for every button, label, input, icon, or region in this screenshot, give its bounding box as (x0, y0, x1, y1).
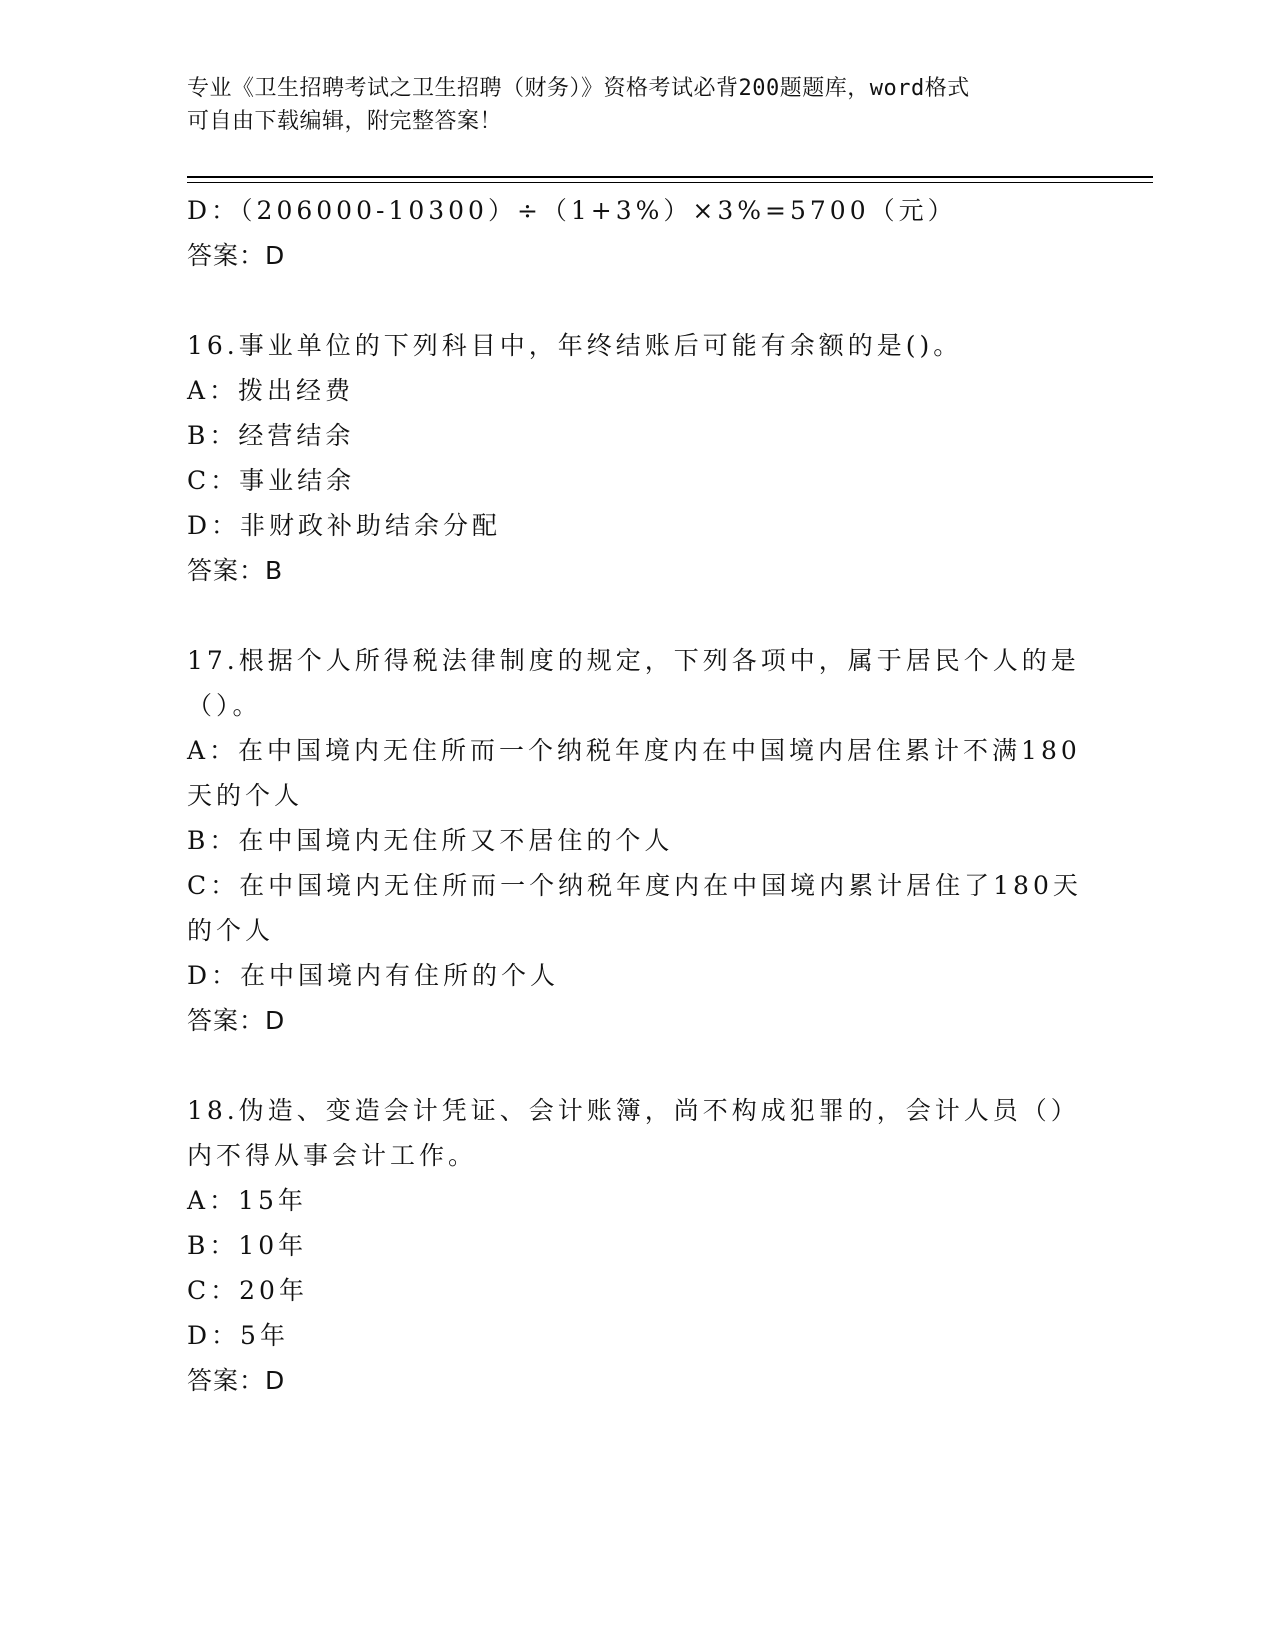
spacer (187, 278, 1087, 323)
option-c-line-2: 的个人 (187, 916, 275, 945)
question-title-line-2: 内不得从事会计工作。 (187, 1141, 478, 1170)
option-d: D：5年 (187, 1321, 289, 1350)
header-line-1: 专业《卫生招聘考试之卫生招聘（财务）》资格考试必背200题题库，word格式 (187, 76, 970, 101)
question-17 (187, 638, 1087, 1043)
previous-question-tail (187, 188, 1087, 278)
question-18 (187, 1088, 1087, 1403)
question-title-line-2: （）。 (187, 691, 262, 720)
header-divider-thick (187, 176, 1153, 178)
option-d: D：在中国境内有住所的个人 (187, 961, 560, 990)
option-a: A：15年 (187, 1186, 307, 1215)
option-c: C：事业结余 (187, 466, 356, 495)
question-title-line-1: 18.伪造、变造会计凭证、会计账簿，尚不构成犯罪的，会计人员（） (187, 1096, 1080, 1125)
option-a-line-2: 天的个人 (187, 781, 304, 810)
option-b: B：10年 (187, 1231, 308, 1260)
answer-line: 答案：B (187, 556, 284, 585)
answer-line: 答案：D (187, 1006, 286, 1035)
option-b: B：经营结余 (187, 421, 355, 450)
answer-line: 答案：D (187, 241, 286, 270)
option-d: D：（206000-10300）÷（1+3%）×3%=5700（元） (187, 196, 957, 225)
question-16 (187, 323, 1087, 593)
question-title-line-1: 17.根据个人所得税法律制度的规定，下列各项中，属于居民个人的是 (187, 646, 1080, 675)
document-header (187, 72, 1077, 138)
option-c: C：20年 (187, 1276, 308, 1305)
header-line-2: 可自由下载编辑，附完整答案！ (187, 109, 503, 134)
option-b: B：在中国境内无住所又不居住的个人 (187, 826, 674, 855)
header-divider-thin (187, 182, 1153, 183)
option-a: A：拨出经费 (187, 376, 355, 405)
spacer (187, 1043, 1087, 1088)
option-c-line-1: C：在中国境内无住所而一个纳税年度内在中国境内累计居住了180天 (187, 871, 1082, 900)
option-d: D：非财政补助结余分配 (187, 511, 502, 540)
option-a-line-1: A：在中国境内无住所而一个纳税年度内在中国境内居住累计不满180 (187, 736, 1081, 765)
spacer (187, 593, 1087, 638)
answer-line: 答案：D (187, 1366, 286, 1395)
question-title: 16.事业单位的下列科目中，年终结账后可能有余额的是()。 (187, 331, 963, 360)
document-body (187, 188, 1087, 1403)
